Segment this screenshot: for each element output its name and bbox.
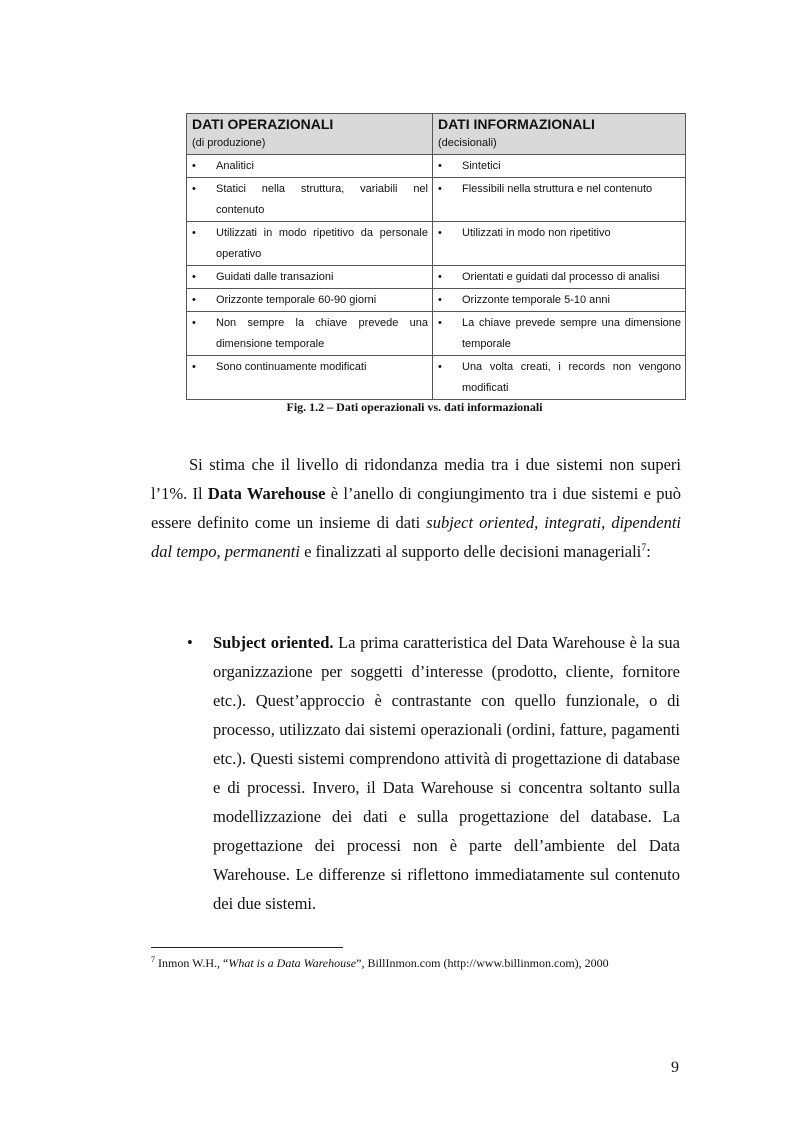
paragraph bbox=[151, 450, 681, 566]
cell-informational bbox=[433, 312, 686, 356]
bullet: • bbox=[192, 361, 196, 373]
table-row bbox=[187, 356, 686, 400]
cell-text: Guidati dalle transazioni bbox=[216, 271, 334, 283]
list-bullet: • bbox=[187, 633, 193, 652]
bullet: • bbox=[192, 294, 196, 306]
cell-text: Orizzonte temporale 60-90 giorni bbox=[216, 294, 377, 306]
cell-text: Statici nella struttura, variabili nel contenuto bbox=[216, 183, 428, 216]
bullet: • bbox=[192, 317, 196, 329]
bullet: • bbox=[438, 183, 442, 195]
table-row bbox=[187, 266, 686, 289]
bullet: • bbox=[438, 227, 442, 239]
cell-informational bbox=[433, 289, 686, 312]
table-row bbox=[187, 312, 686, 356]
header-subtitle: (decisionali) bbox=[438, 137, 497, 149]
bullet: • bbox=[192, 227, 196, 239]
cell-informational bbox=[433, 356, 686, 400]
table-header-row bbox=[187, 114, 686, 155]
bold-term: Data Warehouse bbox=[207, 484, 326, 503]
bullet: • bbox=[438, 294, 442, 306]
bullet: • bbox=[192, 160, 196, 172]
bullet: • bbox=[192, 271, 196, 283]
cell-informational bbox=[433, 155, 686, 178]
text-run: è l’anello di congiungimento tra i due sistemi e può essere definito come un insieme di dati bbox=[151, 484, 681, 532]
cell-operational bbox=[187, 178, 433, 222]
text-run: Si stima che il livello di ridondanza media tra i due sistemi non superi l’1%. Il bbox=[151, 455, 681, 503]
cell-text: Sono continuamente modificati bbox=[216, 361, 367, 373]
cell-operational bbox=[187, 356, 433, 400]
header-operational bbox=[187, 114, 433, 155]
table-row bbox=[187, 155, 686, 178]
cell-informational bbox=[433, 266, 686, 289]
header-title: DATI OPERAZIONALI bbox=[192, 116, 334, 132]
table-row bbox=[187, 289, 686, 312]
list-item-title: Subject oriented. bbox=[213, 633, 334, 652]
footnote-number: 7 bbox=[151, 955, 155, 964]
cell-text: Orizzonte temporale 5-10 anni bbox=[462, 294, 610, 306]
italic-term: subject oriented, integrati, dipendenti dal tempo, permanenti bbox=[151, 513, 681, 561]
bullet: • bbox=[192, 183, 196, 195]
footnote bbox=[151, 956, 609, 971]
text-run: Inmon W.H., “ bbox=[155, 956, 229, 970]
cell-text: Analitici bbox=[216, 160, 254, 172]
figure-caption: Fig. 1.2 – Dati operazionali vs. dati informazionali bbox=[286, 400, 543, 414]
cell-informational bbox=[433, 222, 686, 266]
cell-text: Sintetici bbox=[462, 160, 501, 172]
cell-operational bbox=[187, 222, 433, 266]
bullet: • bbox=[438, 361, 442, 373]
table-row bbox=[187, 178, 686, 222]
cell-text: Utilizzati in modo ripetitivo da personale operativo bbox=[216, 227, 428, 260]
page-number: 9 bbox=[671, 1059, 679, 1076]
cell-operational bbox=[187, 155, 433, 178]
footnote-title: What is a Data Warehouse bbox=[228, 956, 357, 970]
comparison-table bbox=[186, 113, 686, 400]
text-run: : bbox=[646, 542, 651, 561]
header-title: DATI INFORMAZIONALI bbox=[438, 116, 595, 132]
cell-text: Utilizzati in modo non ripetitivo bbox=[462, 227, 611, 239]
cell-operational bbox=[187, 289, 433, 312]
list-item bbox=[213, 628, 680, 918]
footnote-ref: 7 bbox=[641, 542, 647, 554]
text-run: ”, BillInmon.com (http://www.billinmon.com), 2000 bbox=[356, 956, 609, 970]
cell-operational bbox=[187, 266, 433, 289]
cell-informational bbox=[433, 178, 686, 222]
footnote-divider bbox=[151, 947, 343, 948]
cell-text: Orientati e guidati dal processo di analisi bbox=[462, 271, 660, 283]
header-informational bbox=[433, 114, 686, 155]
cell-text: Non sempre la chiave prevede una dimensione temporale bbox=[216, 317, 428, 350]
cell-operational bbox=[187, 312, 433, 356]
header-subtitle: (di produzione) bbox=[192, 137, 266, 149]
list-item-text: La prima caratteristica del Data Warehouse è la sua organizzazione per soggetti d’interesse (prodotto, cliente, fornitore etc.). Quest’approccio è contrastante con quello funzionale, o di processo, utilizzato dai sistemi operazionali (ordini, fatture, pagamenti etc.). Questi sistemi comprendono attività di progettazione di database e di processi. Invero, il Data Warehouse si concentra soltanto sulla modellizzazione dei dati e sulla progettazione del database. La progettazione dei processi non è parte dell’ambiente del Data Warehouse. Le differenze si riflettono immediatamente sul contenuto dei due sistemi. bbox=[213, 633, 680, 913]
bullet: • bbox=[438, 160, 442, 172]
table-row bbox=[187, 222, 686, 266]
bullet: • bbox=[438, 317, 442, 329]
cell-text: La chiave prevede sempre una dimensione temporale bbox=[462, 317, 681, 350]
cell-text: Una volta creati, i records non vengono modificati bbox=[462, 361, 681, 394]
cell-text: Flessibili nella struttura e nel contenuto bbox=[462, 183, 653, 195]
bullet: • bbox=[438, 271, 442, 283]
text-run: e finalizzati al supporto delle decisioni manageriali bbox=[299, 542, 642, 561]
